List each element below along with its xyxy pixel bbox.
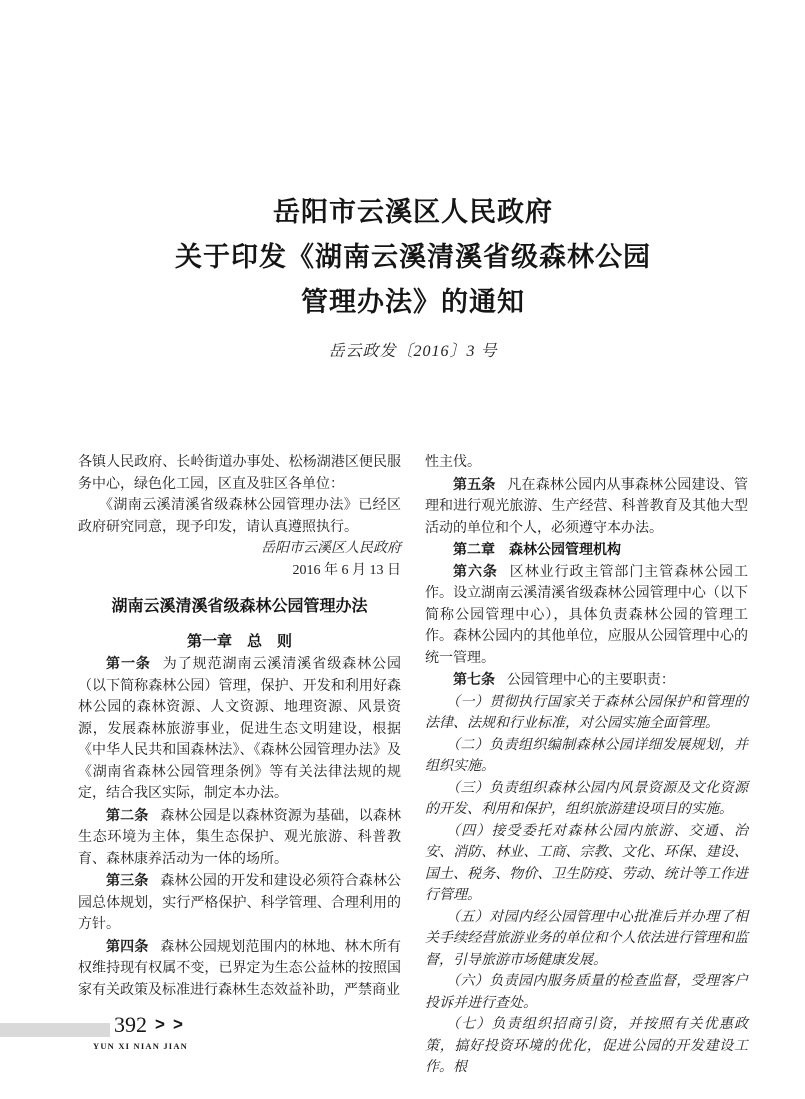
duty-item: （四）接受委托对森林公园内旅游、交通、治安、消防、林业、工商、宗教、文化、环保、建设、国土、税务、物价、卫生防疫、劳动、统计等工作进行管理。: [425, 823, 748, 903]
article-number: 第三条: [106, 872, 149, 888]
duty-item: （一）贯彻执行国家关于森林公园保护和管理的法律、法规和行业标准，对公园实施全面管理。: [425, 694, 748, 731]
page-number-bar: [0, 1023, 110, 1037]
issue-date: 2016 年 6 月 13 日: [292, 562, 401, 578]
text-column-right: [425, 452, 748, 1079]
chevron-right-icon: >: [172, 1014, 183, 1035]
article-paragraph: 第四条 森林公园规划范围内的林地、林木所有权维持现有权属不变，已界定为生态公益林的按照国家有关政策及标准进行森林生态效益补助，严禁商业: [78, 937, 402, 998]
journal-name: YUN XI NIAN JIAN: [93, 1041, 188, 1051]
signature: 岳阳市云溪区人民政府: [261, 541, 401, 556]
page-number-line: [114, 1011, 183, 1039]
document-number: 岳云政发〔2016〕3 号: [328, 343, 498, 360]
article-paragraph: 第七条 公园管理中心的主要职责：: [453, 671, 675, 688]
article-paragraph: 第六条 区林业行政主管部门主管森林公园工作。设立湖南云溪清溪省级森林公园管理中心（以下简称公园管理中心），具体负责森林公园的管理工作。森林公园内的其他单位，应服从公园管理中心的统一管理。: [425, 562, 749, 666]
chevron-right-icon: >: [155, 1014, 165, 1035]
article-number: 第一条: [106, 655, 151, 671]
continuation-text: 性主伐。: [425, 455, 481, 470]
duty-item: （二）负责组织编制森林公园详细发展规划，并组织实施。: [425, 737, 748, 774]
duty-item: （七）负责组织招商引资，并按照有关优惠政策，搞好投资环境的优化，促进公园的开发建设工作。根: [425, 1017, 748, 1075]
article-number: 第六条: [453, 562, 498, 579]
article-number: 第四条: [106, 937, 149, 954]
article-paragraph: 第五条 凡在森林公园内从事森林公园建设、管理和进行观光旅游、生产经营、科普教育及其他大型活动的单位和个人，必须遵守本办法。: [425, 475, 749, 536]
article-number: 第五条: [453, 475, 496, 492]
page-number: 392: [114, 1012, 147, 1037]
chapter-heading: 第一章 总 则: [186, 632, 292, 650]
document-title: [78, 190, 748, 325]
text-column-left: [78, 452, 401, 1001]
measures-title: 湖南云溪清溪省级森林公园管理办法: [111, 598, 368, 615]
article-number: 第二条: [106, 806, 149, 823]
article-paragraph: 第二条 森林公园是以森林资源为基础，以森林生态环境为主体，集生态保护、观光旅游、科普教育、森林康养活动为一体的场所。: [78, 806, 402, 867]
notice-body: 《湖南云溪清溪省级森林公园管理办法》已经区政府研究同意，现予印发，请认真遵照执行。: [78, 498, 401, 535]
salutation: 各镇人民政府、长岭街道办事处、松杨湖港区便民服务中心，绿色化工园，区直及驻区各单位：: [78, 455, 401, 492]
document-title-line: 关于印发《湖南云溪清溪省级森林公园: [175, 242, 651, 272]
article-number: 第七条: [453, 671, 495, 687]
duty-item: （六）负责园内服务质量的检查监督，受理客户投诉并进行查处。: [425, 974, 748, 1011]
document-title-line: 管理办法》的通知: [301, 287, 525, 317]
chapter-heading: 第二章 森林公园管理机构: [453, 541, 621, 557]
document-title-line: 岳阳市云溪区人民政府: [273, 197, 553, 227]
article-paragraph: 第三条 森林公园的开发和建设必须符合森林公园总体规划，实行严格保护、科学管理、合理利用的方针。: [78, 872, 402, 932]
duty-item: （三）负责组织森林公园内风景资源及文化资源的开发、利用和保护，组织旅游建设项目的实施。: [425, 780, 748, 817]
article-paragraph: 第一条 为了规范湖南云溪清溪省级森林公园（以下简称森林公园）管理，保护、开发和利用好森林公园的森林资源、人文资源、地理资源、风景资源，发展森林旅游事业，促进生态文明建设，根据《中华人民共和国森林法》、《森林公园管理办法》及《湖南省森林公园管理条例》等有关法律法规的规定，结合我区实际，制定本办法。: [78, 655, 402, 801]
duty-item: （五）对园内经公园管理中心批准后并办理了相关手续经营旅游业务的单位和个人依法进行管理和监督，引导旅游市场健康发展。: [425, 909, 748, 968]
